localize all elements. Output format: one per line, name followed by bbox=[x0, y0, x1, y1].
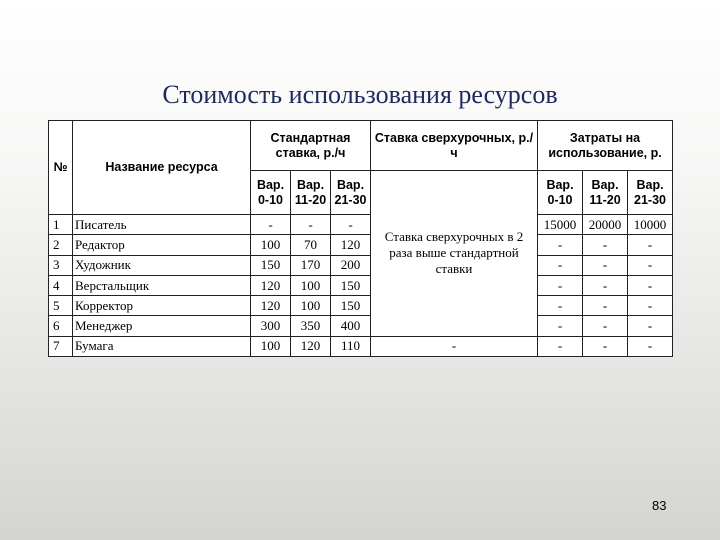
row-name: Корректор bbox=[73, 296, 251, 316]
cost-cell: - bbox=[583, 275, 628, 295]
row-name: Верстальщик bbox=[73, 275, 251, 295]
row-num: 2 bbox=[49, 235, 73, 255]
cost-cell: - bbox=[583, 336, 628, 356]
row-name: Бумага bbox=[73, 336, 251, 356]
std-rate-cell: - bbox=[291, 215, 331, 235]
header-name: Название ресурса bbox=[73, 121, 251, 215]
cost-cell: - bbox=[583, 255, 628, 275]
std-rate-cell: 300 bbox=[251, 316, 291, 336]
cost-cell: - bbox=[583, 316, 628, 336]
std-rate-cell: 150 bbox=[251, 255, 291, 275]
std-rate-cell: - bbox=[251, 215, 291, 235]
std-rate-cell: 150 bbox=[331, 275, 371, 295]
row-num: 6 bbox=[49, 316, 73, 336]
cost-cell: - bbox=[538, 336, 583, 356]
std-rate-cell: 200 bbox=[331, 255, 371, 275]
std-rate-cell: 100 bbox=[251, 336, 291, 356]
header-std-variant: Вар. 0-10 bbox=[251, 171, 291, 215]
row-name: Писатель bbox=[73, 215, 251, 235]
row-num: 5 bbox=[49, 296, 73, 316]
cost-cell: 15000 bbox=[538, 215, 583, 235]
cost-cell: - bbox=[583, 235, 628, 255]
std-rate-cell: 120 bbox=[291, 336, 331, 356]
table-body bbox=[49, 121, 673, 357]
cost-cell: - bbox=[538, 296, 583, 316]
cost-cell: - bbox=[628, 275, 673, 295]
table-row bbox=[49, 275, 673, 295]
table-row bbox=[49, 296, 673, 316]
std-rate-cell: 120 bbox=[251, 275, 291, 295]
std-rate-cell: 400 bbox=[331, 316, 371, 336]
row-num: 7 bbox=[49, 336, 73, 356]
cost-cell: - bbox=[628, 235, 673, 255]
table-row bbox=[49, 316, 673, 336]
std-rate-cell: 120 bbox=[331, 235, 371, 255]
row-name: Редактор bbox=[73, 235, 251, 255]
cost-cell: - bbox=[538, 255, 583, 275]
row-name: Менеджер bbox=[73, 316, 251, 336]
std-rate-cell: 70 bbox=[291, 235, 331, 255]
cost-cell: - bbox=[538, 316, 583, 336]
cost-cell: 20000 bbox=[583, 215, 628, 235]
std-rate-cell: - bbox=[331, 215, 371, 235]
cost-cell: 10000 bbox=[628, 215, 673, 235]
resource-cost-table bbox=[48, 120, 673, 357]
overtime-note: Ставка сверхурочных в 2 раза выше стандартной ставки bbox=[371, 171, 538, 337]
cost-cell: - bbox=[628, 316, 673, 336]
header-row-1 bbox=[49, 121, 673, 171]
std-rate-cell: 350 bbox=[291, 316, 331, 336]
std-rate-cell: 150 bbox=[331, 296, 371, 316]
header-overtime-rate: Ставка сверхурочных, р./ч bbox=[371, 121, 538, 171]
std-rate-cell: 120 bbox=[251, 296, 291, 316]
row-num: 1 bbox=[49, 215, 73, 235]
table-row bbox=[49, 235, 673, 255]
std-rate-cell: 100 bbox=[251, 235, 291, 255]
cost-cell: - bbox=[628, 296, 673, 316]
header-costs: Затраты на использование, р. bbox=[538, 121, 673, 171]
table-row bbox=[49, 215, 673, 235]
row-num: 4 bbox=[49, 275, 73, 295]
std-rate-cell: 100 bbox=[291, 275, 331, 295]
header-std-variant: Вар. 21-30 bbox=[331, 171, 371, 215]
std-rate-cell: 100 bbox=[291, 296, 331, 316]
header-standard-rate: Стандартная ставка, р./ч bbox=[251, 121, 371, 171]
cost-cell: - bbox=[538, 235, 583, 255]
resource-cost-table-container bbox=[48, 120, 672, 356]
header-cost-variant: Вар. 11-20 bbox=[583, 171, 628, 215]
header-num: № bbox=[49, 121, 73, 215]
row-num: 3 bbox=[49, 255, 73, 275]
header-std-variant: Вар. 11-20 bbox=[291, 171, 331, 215]
page-number: 83 bbox=[652, 498, 667, 513]
header-cost-variant: Вар. 0-10 bbox=[538, 171, 583, 215]
std-rate-cell: 110 bbox=[331, 336, 371, 356]
std-rate-cell: 170 bbox=[291, 255, 331, 275]
cost-cell: - bbox=[583, 296, 628, 316]
cost-cell: - bbox=[628, 255, 673, 275]
cost-cell: - bbox=[628, 336, 673, 356]
header-cost-variant: Вар. 21-30 bbox=[628, 171, 673, 215]
slide-title: Стоимость использования ресурсов bbox=[162, 80, 558, 109]
row-name: Художник bbox=[73, 255, 251, 275]
overtime-cell: - bbox=[371, 336, 538, 356]
cost-cell: - bbox=[538, 275, 583, 295]
table-row bbox=[49, 255, 673, 275]
table-row bbox=[49, 336, 673, 356]
